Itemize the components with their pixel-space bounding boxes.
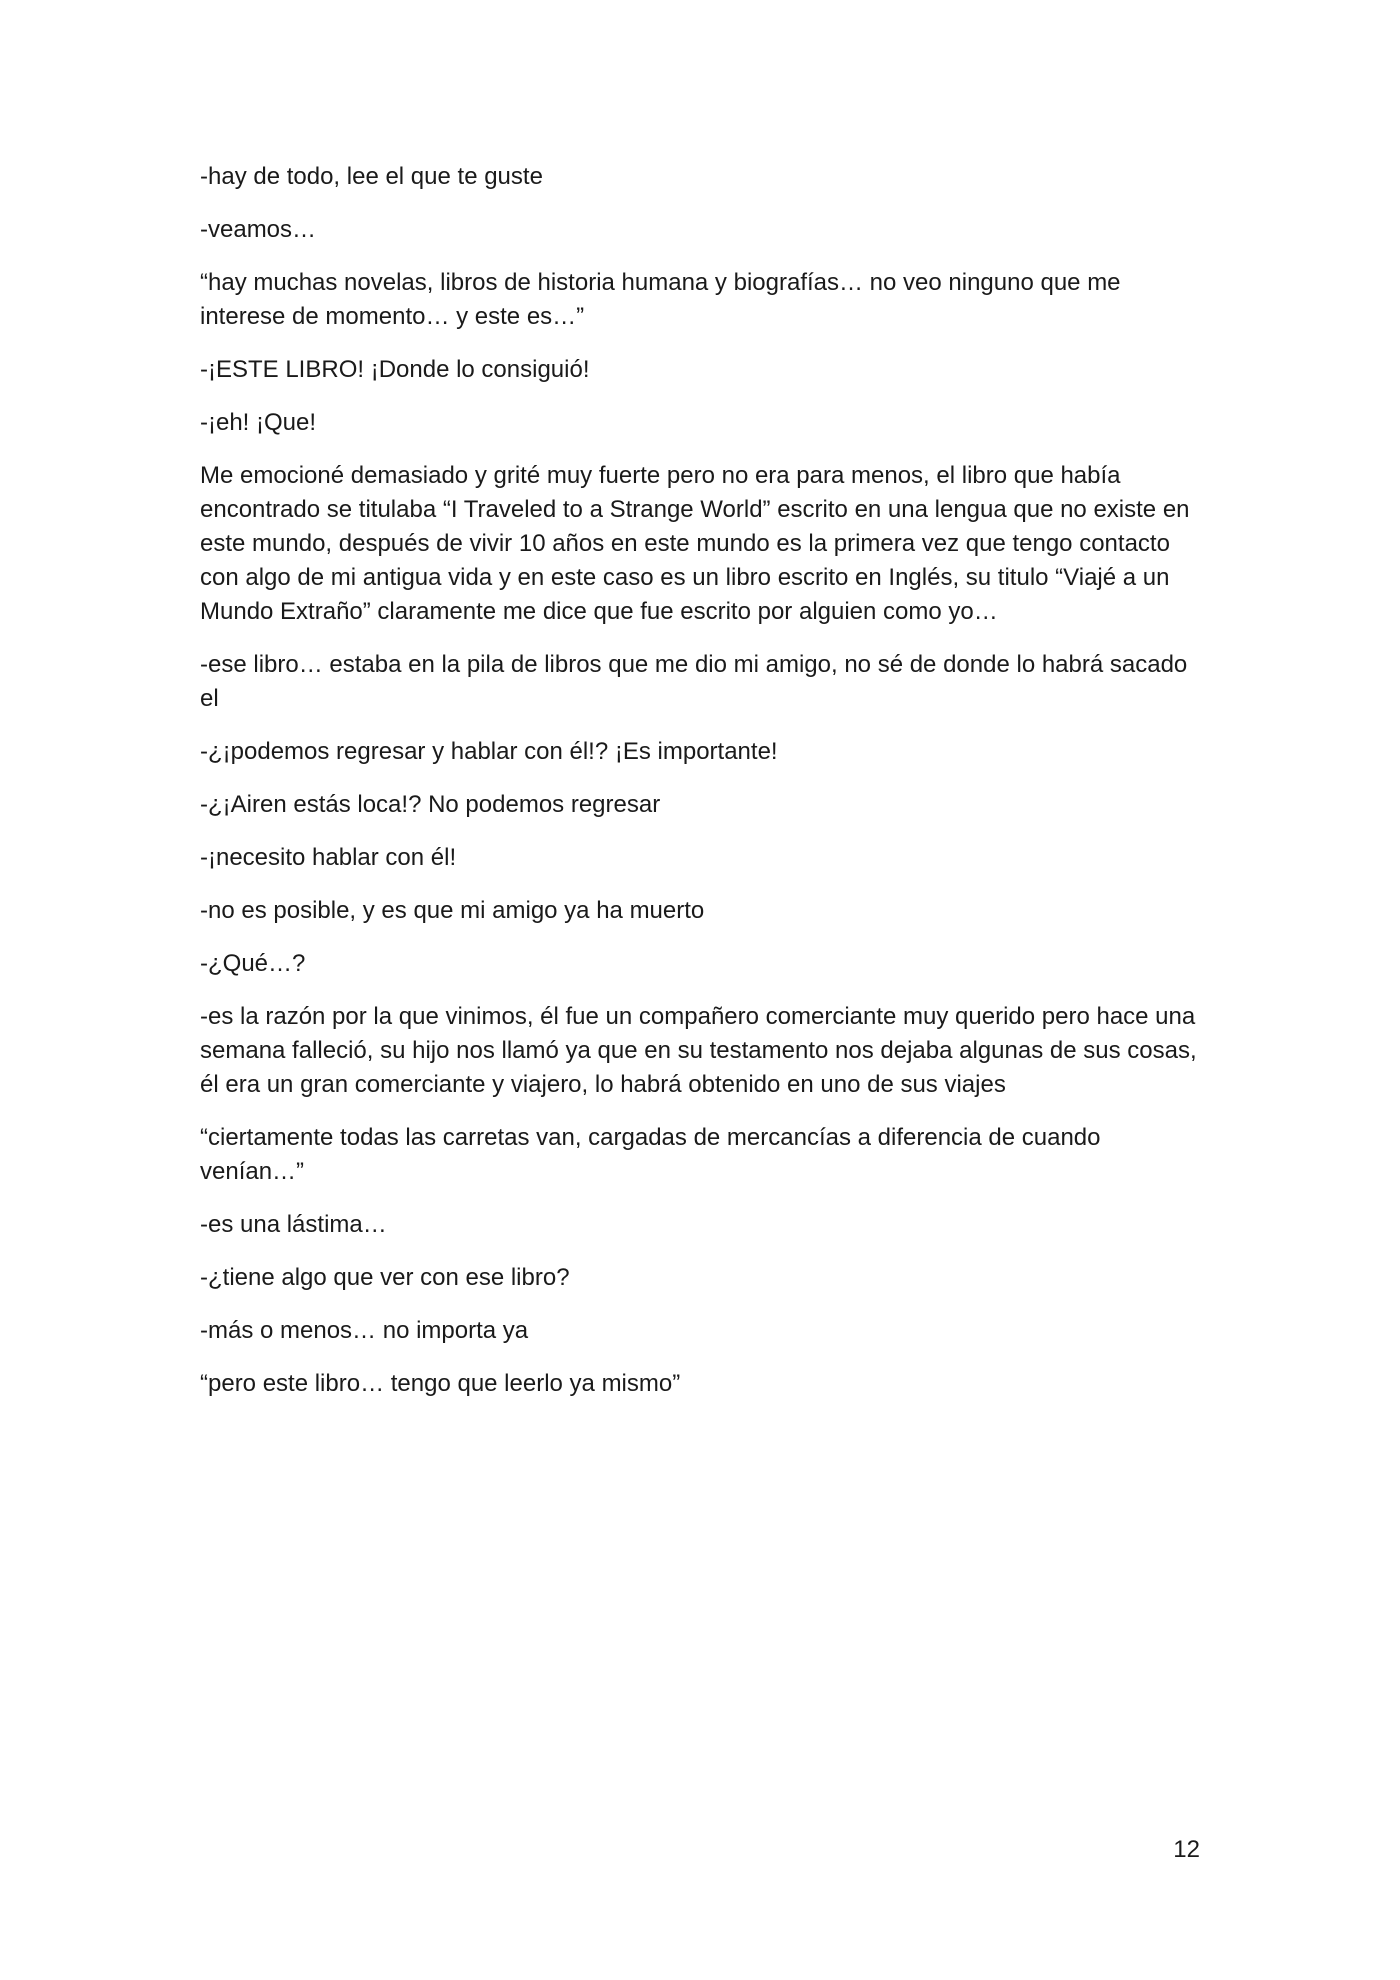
paragraph: -¿¡podemos regresar y hablar con él!? ¡Es importante! <box>200 738 778 765</box>
paragraph: “pero este libro… tengo que leerlo ya mismo” <box>200 1370 681 1397</box>
paragraph: “ciertamente todas las carretas van, cargadas de mercancías a diferencia de cuando venían…” <box>200 1124 1101 1185</box>
paragraph: -es la razón por la que vinimos, él fue un compañero comerciante muy querido pero hace una semana falleció, su hijo nos llamó ya que en su testamento nos dejaba algunas de sus cosas, él era un gran comerciante y viajero, lo habrá obtenido en uno de sus viajes <box>200 1003 1197 1098</box>
paragraph: -¡eh! ¡Que! <box>200 409 317 436</box>
paragraph: “hay muchas novelas, libros de historia humana y biografías… no veo ninguno que me interese de momento… y este es…” <box>200 269 1121 330</box>
paragraph: -ese libro… estaba en la pila de libros que me dio mi amigo, no sé de donde lo habrá sacado el <box>200 651 1188 712</box>
paragraph: -¿Qué…? <box>200 950 306 977</box>
page-body <box>200 160 1200 1420</box>
paragraph: -más o menos… no importa ya <box>200 1317 529 1344</box>
paragraph: -¿tiene algo que ver con ese libro? <box>200 1264 570 1291</box>
paragraph: -hay de todo, lee el que te guste <box>200 163 543 190</box>
paragraph: -¡necesito hablar con él! <box>200 844 457 871</box>
paragraph: -¡ESTE LIBRO! ¡Donde lo consiguió! <box>200 356 590 383</box>
paragraph: -es una lástima… <box>200 1211 387 1238</box>
paragraph: -veamos… <box>200 216 317 243</box>
paragraph: -¿¡Airen estás loca!? No podemos regresar <box>200 791 661 818</box>
page-number: 12 <box>1173 1836 1200 1863</box>
paragraph: Me emocioné demasiado y grité muy fuerte pero no era para menos, el libro que había encontrado se titulaba “I Traveled to a Strange World” escrito en una lengua que no existe en este mundo, después de vivir 10 años en este mundo es la primera vez que tengo contacto con algo de mi antigua vida y en este caso es un libro escrito en Inglés, su titulo “Viajé a un Mundo Extraño” claramente me dice que fue escrito por alguien como yo… <box>200 462 1190 625</box>
paragraph: -no es posible, y es que mi amigo ya ha muerto <box>200 897 705 924</box>
